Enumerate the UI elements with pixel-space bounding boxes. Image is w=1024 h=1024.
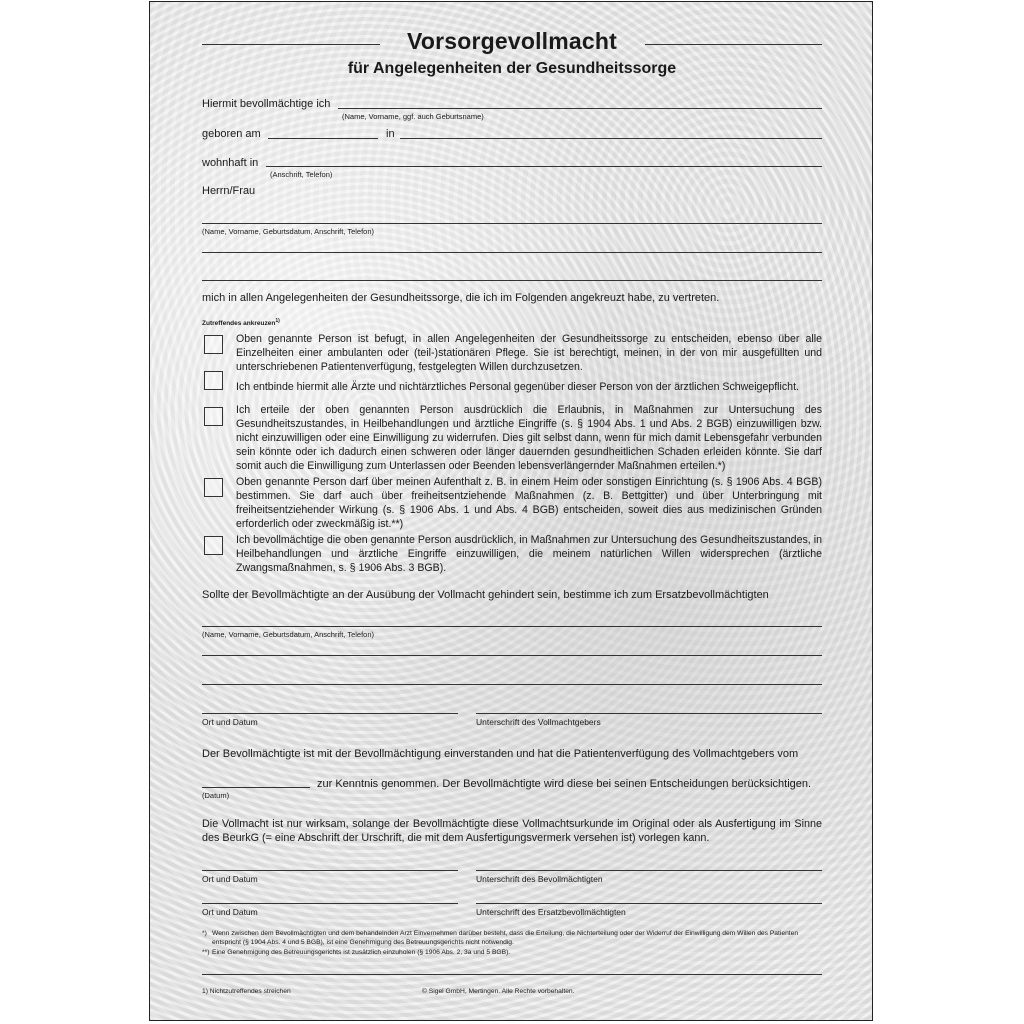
grant-label: Hiermit bevollmächtige ich	[202, 98, 331, 110]
consent-date-line[interactable]	[202, 787, 310, 788]
substitute-line-3[interactable]	[202, 684, 822, 685]
place-date-2-label: Ort und Datum	[202, 874, 258, 884]
consent-text-2: zur Kenntnis genommen. Der Bevollmächtigte wird diese bei seinen Entscheidungen berücksichtigen.	[317, 778, 812, 790]
sign-grantor-line[interactable]	[476, 713, 822, 714]
birth-place-label: in	[386, 128, 395, 140]
substitute-text: Sollte der Bevollmächtigte an der Ausübung der Vollmacht gehindert sein, bestimme ich zum Ersatzbevollmächtigten	[202, 589, 769, 601]
substitute-hint: (Name, Vorname, Geburtsdatum, Anschrift, Telefon)	[202, 630, 375, 639]
footnote-1-mark: *)	[202, 930, 207, 937]
place-date-1-label: Ort und Datum	[202, 717, 258, 727]
mr-mrs-label: Herrn/Frau	[202, 185, 256, 197]
option-5-checkbox[interactable]	[204, 536, 223, 555]
bottom-note: 1) Nichtzutreffendes streichen	[202, 988, 291, 995]
validity-text: Die Vollmacht ist nur wirksam, solange der Bevollmächtigte diese Vollmachtsurkunde im Original oder als Ausfertigung im Sinne des BeurkG (= eine Abschrift der Urschrift, die mit dem Ausfertigungsvermerk versehen ist) vorlegen kann.	[202, 818, 822, 844]
sign-substitute-label: Unterschrift des Ersatzbevollmächtigten	[476, 907, 626, 917]
footnote-2: Eine Genehmigung des Betreuungsgerichts ist zusätzlich einzuholen (§ 1906 Abs. 2, 3a und 5 BGB).	[212, 949, 511, 956]
place-date-2-line[interactable]	[202, 870, 458, 871]
sign-grantor-label: Unterschrift des Vollmachtgebers	[476, 717, 601, 727]
form-title: Vorsorgevollmacht	[406, 28, 618, 54]
birth-date-line[interactable]	[268, 138, 378, 139]
residence-hint: (Anschrift, Telefon)	[270, 170, 333, 179]
agent-hint: (Name, Vorname, Geburtsdatum, Anschrift, Telefon)	[202, 227, 375, 236]
agent-line-3[interactable]	[202, 280, 822, 281]
copyright: © Sigel GmbH, Mertingen. Alle Rechte vorbehalten.	[422, 988, 575, 995]
option-3-text: Ich erteile der oben genannten Person ausdrücklich die Erlaubnis, in Maßnahmen zur Untersuchung des Gesundheitszustandes, in Heilbehandlungen und ärztliche Eingriffe (s. § 1904 Abs. 1 und Abs. 2 BGB) einzuwilligen bzw. nicht einzuwilligen oder eine Einwilligung zu widerrufen. Dies gilt selbst dann, wenn für mich damit Lebensgefahr verbunden sein könnte oder ich dadurch einen schweren oder länger dauernden gesundheitlichen Schaden erleiden könnte. Sie darf somit auch die Einwilligung zum Unterlassen oder Beenden lebensverlängernder Maßnahmen erteilen.*)	[236, 404, 822, 472]
grant-name-line[interactable]	[338, 108, 822, 109]
form-subtitle: für Angelegenheiten der Gesundheitssorge	[347, 60, 677, 77]
option-1-checkbox[interactable]	[204, 335, 223, 354]
check-instruction: Zutreffendes ankreuzen$^{1)}$	[202, 318, 280, 328]
birth-place-line[interactable]	[400, 138, 822, 139]
option-2-checkbox[interactable]	[204, 371, 223, 390]
place-date-1-line[interactable]	[202, 713, 458, 714]
option-5-text: Ich bevollmächtige die oben genannte Person ausdrücklich, in Maßnahmen zur Untersuchung des Gesundheitszustandes, in Heilbehandlungen und ärztliche Eingriffe einzuwilligen, die meinem natürlichen Willen widersprechen (ärztliche Zwangsmaßnahmen, s. § 1906 Abs. 3 BGB).	[236, 534, 822, 574]
substitute-line-1[interactable]	[202, 626, 822, 627]
consent-text-1: Der Bevollmächtigte ist mit der Bevollmächtigung einverstanden und hat die Patientenverfügung des Vollmachtgebers vom	[202, 748, 799, 760]
form-sheet	[149, 1, 873, 1021]
sign-substitute-line[interactable]	[476, 903, 822, 904]
consent-date-hint: (Datum)	[202, 791, 230, 800]
substitute-line-2[interactable]	[202, 655, 822, 656]
born-label: geboren am	[202, 128, 261, 140]
sign-agent-label: Unterschrift des Bevollmächtigten	[476, 874, 603, 884]
residence-label: wohnhaft in	[202, 157, 259, 169]
grant-hint: (Name, Vorname, ggf. auch Geburtsname)	[342, 112, 484, 121]
option-2-text: Ich entbinde hiermit alle Ärzte und nichtärztliches Personal gegenüber dieser Person von der ärztlichen Schweigepflicht.	[236, 381, 799, 393]
sign-agent-line[interactable]	[476, 870, 822, 871]
represent-text: mich in allen Angelegenheiten der Gesundheitssorge, die ich im Folgenden angekreuzt habe, zu vertreten.	[202, 292, 720, 304]
place-date-3-label: Ort und Datum	[202, 907, 258, 917]
footnote-2-mark: **)	[202, 949, 210, 956]
footnote-1: Wenn zwischen dem Bevollmächtigten und dem behandelnden Arzt Einvernehmen darüber besteht, dass die Erteilung, die Nichterteilung oder der Widerruf der Einwilligung dem Willen des Patienten entspricht (§ 1904 Abs. 4 und 5 BGB), ist eine Genehmigung des Betreuungsgerichts nicht notwendig.	[212, 930, 799, 946]
option-1-text: Oben genannte Person ist befugt, in allen Angelegenheiten der Gesundheitssorge zu entscheiden, ebenso über alle Einzelheiten einer ambulanten oder (teil-)stationären Pflege. Sie ist berechtigt, meinen, in der von mir ausgefüllten und unterschriebenen Patientenverfügung, festgelegten Willen durchzusetzen.	[236, 333, 822, 373]
option-4-text: Oben genannte Person darf über meinen Aufenthalt z. B. in einem Heim oder sonstigen Einrichtung (s. § 1906 Abs. 4 BGB) bestimmen. Sie darf auch über freiheitsentziehende Maßnahmen (z. B. Bettgitter) und über Unterbringung mit freiheitsentziehender Wirkung (s. § 1906 Abs. 1 und Abs. 4 BGB) entscheiden, soweit dies aus medizinischen Gründen erforderlich oder zweckmäßig ist.**)	[236, 476, 822, 530]
agent-line-1[interactable]	[202, 223, 822, 224]
agent-line-2[interactable]	[202, 252, 822, 253]
place-date-3-line[interactable]	[202, 903, 458, 904]
option-3-checkbox[interactable]	[204, 407, 223, 426]
footer-rule	[202, 974, 822, 975]
option-4-checkbox[interactable]	[204, 478, 223, 497]
residence-line[interactable]	[266, 166, 822, 167]
